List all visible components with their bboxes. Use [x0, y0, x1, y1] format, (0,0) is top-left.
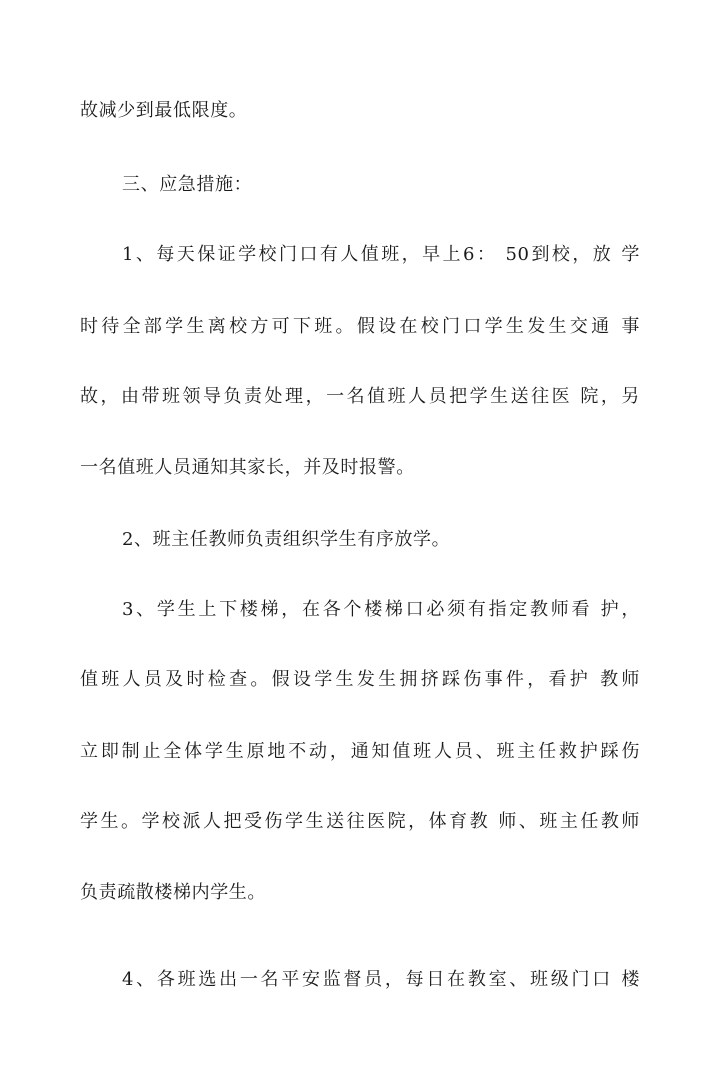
text-line-4: 时待全部学生离校方可下班。假设在校门口学生发生交通 事 [80, 316, 640, 337]
text-line-8: 3、学生上下楼梯，在各个楼梯口必须有指定教师看 护， [122, 599, 640, 620]
text-line-13: 4、各班选出一名平安监督员，每日在教室、班级门口 楼 [122, 969, 640, 990]
text-line-7: 2、班主任教师负责组织学生有序放学。 [122, 529, 451, 550]
text-line-6: 一名值班人员通知其家长，并及时报警。 [80, 457, 415, 478]
text-line-10: 立即制止全体学生原地不动，通知值班人员、班主任救护踩伤 [80, 741, 640, 762]
text-line-5: 故，由带班领导负责处理，一名值班人员把学生送往医 院，另 [80, 386, 640, 407]
text-line-3: 1、每天保证学校门口有人值班，早上6： 50到校，放 学 [122, 244, 640, 265]
text-line-11: 学生。学校派人把受伤学生送往医院，体育教 师、班主任教师 [80, 811, 640, 832]
text-line-1: 故减少到最低限度。 [80, 100, 248, 121]
text-line-12: 负责疏散楼梯内学生。 [80, 882, 266, 903]
text-line-9: 值班人员及时检查。假设学生发生拥挤踩伤事件，看护 教师 [80, 669, 640, 690]
section-heading: 三、应急措施： [122, 174, 253, 195]
